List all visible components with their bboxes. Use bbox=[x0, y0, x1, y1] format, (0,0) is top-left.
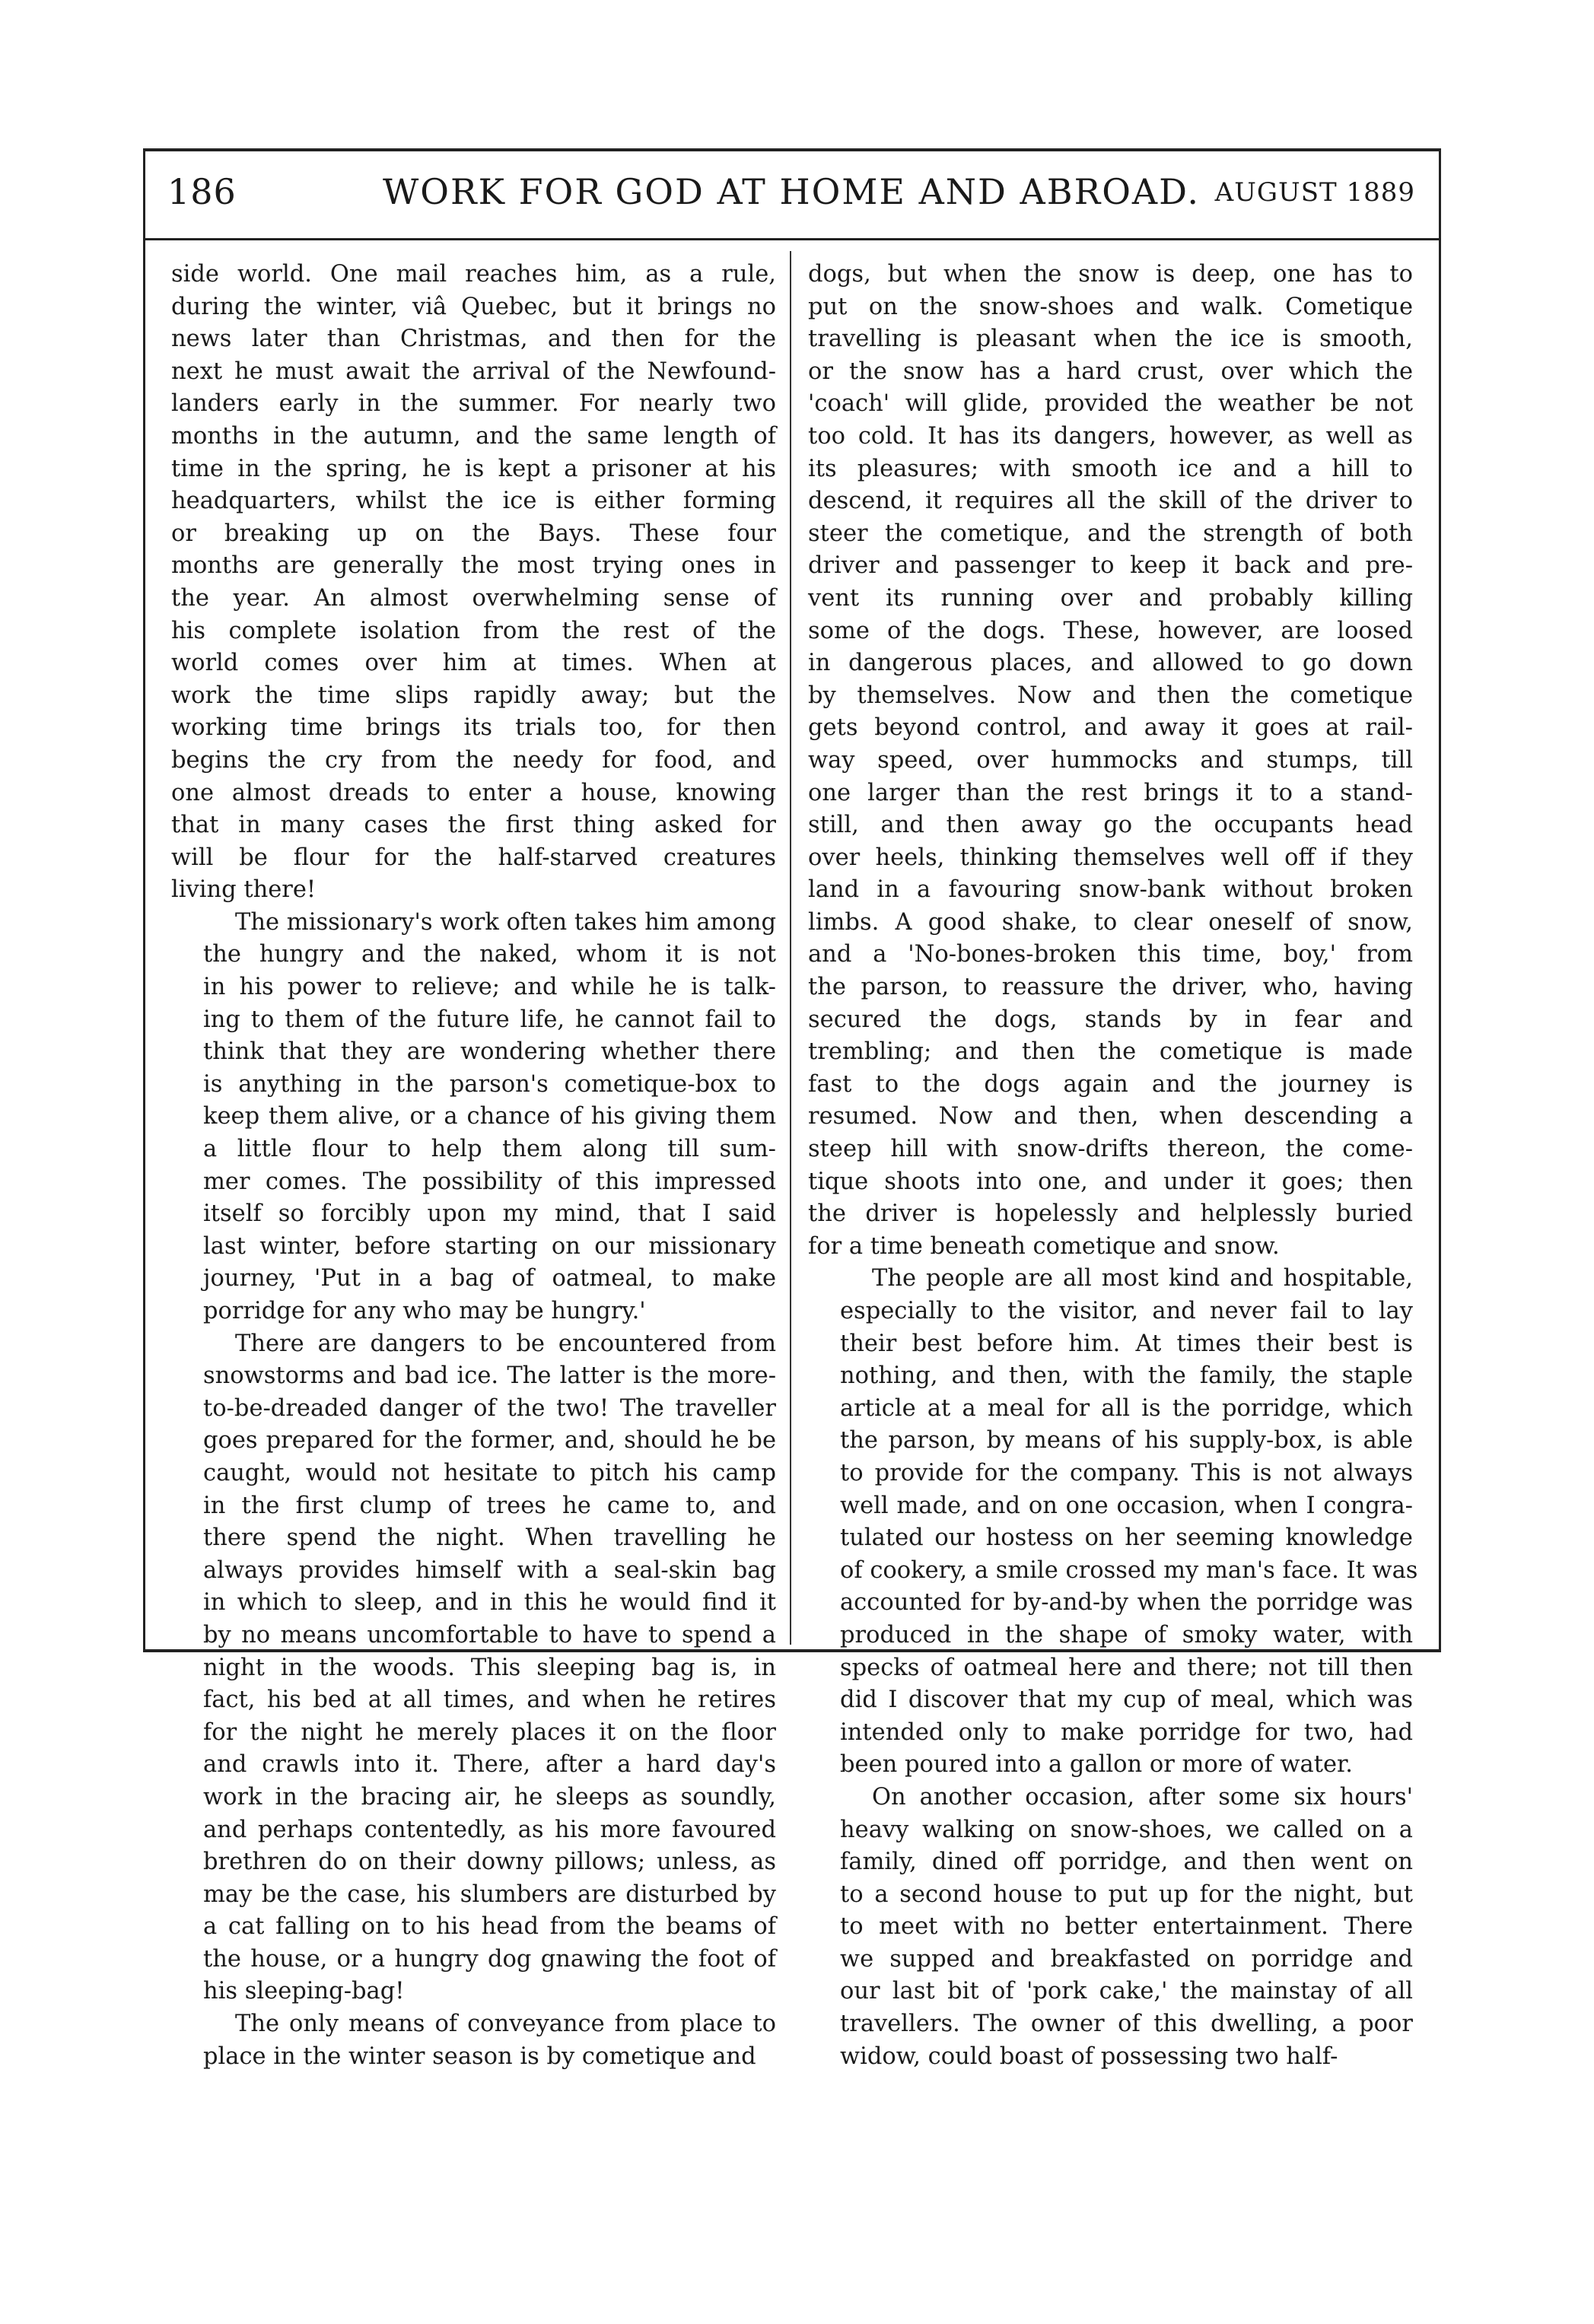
text-line: the driver is hopelessly and helplessly buried bbox=[808, 1200, 1413, 1228]
text-line: next he must await the arrival of the Newfound- bbox=[171, 358, 776, 385]
text-line: still, and then away go the occupants head bbox=[808, 812, 1413, 839]
text-line: the year. An almost overwhelming sense of bbox=[171, 584, 776, 612]
text-line: way speed, over hummocks and stumps, till bbox=[808, 746, 1413, 774]
text-line: will be flour for the half-starved creatures bbox=[171, 844, 776, 871]
text-line: brethren do on their downy pillows; unless, as bbox=[203, 1849, 776, 1876]
text-line: to meet with no better entertainment. There bbox=[840, 1913, 1413, 1941]
text-line: specks of oatmeal here and there; not till then bbox=[840, 1654, 1413, 1681]
text-line: The missionary's work often takes him among bbox=[235, 908, 776, 936]
running-title: WORK FOR GOD AT HOME AND ABROAD. bbox=[382, 171, 1201, 212]
text-line: in his power to relieve; and while he is talk- bbox=[203, 974, 776, 1001]
bottom-border-rule bbox=[143, 1649, 1441, 1652]
text-line: the house, or a hungry dog gnawing the foot of bbox=[203, 1945, 776, 1973]
text-line: a cat falling on to his head from the beams of bbox=[203, 1913, 776, 1941]
paragraph bbox=[808, 259, 1413, 1263]
text-line: especially to the visitor, and never fail to lay bbox=[840, 1298, 1413, 1324]
text-line: intended only to make porridge for two, had bbox=[840, 1718, 1413, 1746]
text-line: steep hill with snow-drifts thereon, the come- bbox=[808, 1136, 1413, 1163]
text-line: work in the bracing air, he sleeps as soundly, bbox=[203, 1783, 776, 1811]
header-rule bbox=[143, 238, 1441, 240]
paragraph bbox=[808, 1782, 1413, 2073]
text-line: mer comes. The possibility of this impressed bbox=[203, 1168, 776, 1195]
text-line: nothing, and then, with the family, the staple bbox=[840, 1362, 1413, 1390]
text-line: begins the cry from the needy for food, and bbox=[171, 746, 776, 774]
text-line: his complete isolation from the rest of the bbox=[171, 617, 776, 644]
text-line: ing to them of the future life, he cannot fail to bbox=[203, 1006, 776, 1033]
issue-date: AUGUST 1889 bbox=[1214, 177, 1415, 208]
text-line: porridge for any who may be hungry.' bbox=[203, 1298, 646, 1324]
text-line: secured the dogs, stands by in fear and bbox=[808, 1006, 1413, 1033]
text-line: 'coach' will glide, provided the weather be not bbox=[808, 390, 1413, 418]
text-line: or breaking up on the Bays. These four bbox=[171, 520, 776, 547]
text-line: heavy walking on snow-shoes, we called on a bbox=[840, 1816, 1413, 1843]
text-line: place in the winter season is by cometique and bbox=[203, 2043, 756, 2070]
text-line: too cold. It has its dangers, however, as well as bbox=[808, 422, 1413, 450]
text-line: did I discover that my cup of meal, which was bbox=[840, 1687, 1413, 1714]
text-line: our last bit of 'pork cake,' the mainstay of all bbox=[840, 1978, 1413, 2005]
text-line: a little flour to help them along till sum- bbox=[203, 1136, 776, 1163]
text-line: The people are all most kind and hospitable, bbox=[872, 1265, 1413, 1292]
text-line: always provides himself with a seal-skin bag bbox=[203, 1556, 776, 1584]
text-line: article at a meal for all is the porridge, which bbox=[840, 1394, 1413, 1422]
right-column bbox=[808, 259, 1418, 2070]
paragraph bbox=[808, 1263, 1418, 1782]
text-line: to a second house to put up for the night, but bbox=[840, 1881, 1413, 1908]
text-line: journey, 'Put in a bag of oatmeal, to make bbox=[203, 1265, 776, 1292]
text-line: the parson, to reassure the driver, who, having bbox=[808, 974, 1413, 1001]
text-line: of cookery, a smile crossed my man's face. It was bbox=[840, 1556, 1418, 1584]
text-line: his sleeping-bag! bbox=[203, 1978, 405, 2005]
text-line: fact, his bed at all times, and when he retires bbox=[203, 1687, 776, 1714]
text-line: news later than Christmas, and then for the bbox=[171, 326, 776, 353]
text-line: dogs, but when the snow is deep, one has to bbox=[808, 261, 1413, 288]
text-line: in which to sleep, and in this he would find it bbox=[203, 1589, 776, 1617]
text-line: night in the woods. This sleeping bag is, in bbox=[203, 1654, 776, 1681]
text-line: in dangerous places, and allowed to go down bbox=[808, 650, 1413, 677]
text-line: accounted for by-and-by when the porridge was bbox=[840, 1589, 1413, 1617]
paragraph bbox=[171, 259, 776, 907]
text-line: months are generally the most trying ones in bbox=[171, 552, 776, 580]
page-number: 186 bbox=[167, 171, 237, 212]
text-line: the parson, by means of his supply-box, is able bbox=[840, 1427, 1413, 1454]
text-line: descend, it requires all the skill of the driver to bbox=[808, 488, 1413, 515]
text-line: in the first clump of trees he came to, and bbox=[203, 1492, 776, 1519]
text-line: itself so forcibly upon my mind, that I said bbox=[203, 1200, 776, 1228]
text-line: is anything in the parson's cometique-box to bbox=[203, 1070, 776, 1098]
text-line: family, dined off porridge, and then went on bbox=[840, 1849, 1413, 1876]
paragraph bbox=[171, 2008, 776, 2073]
text-line: travelling is pleasant when the ice is smooth, bbox=[808, 326, 1413, 353]
paragraph bbox=[171, 1328, 776, 2008]
text-line: There are dangers to be encountered from bbox=[235, 1330, 776, 1357]
text-line: and crawls into it. There, after a hard day's bbox=[203, 1751, 776, 1779]
text-line: months in the autumn, and the same length of bbox=[171, 422, 776, 450]
text-line: tulated our hostess on her seeming knowledge bbox=[840, 1524, 1413, 1552]
text-line: to-be-dreaded danger of the two! The traveller bbox=[203, 1394, 776, 1422]
text-line: steer the cometique, and the strength of both bbox=[808, 520, 1413, 547]
text-line: to provide for the company. This is not always bbox=[840, 1459, 1413, 1486]
text-line: or the snow has a hard crust, over which the bbox=[808, 358, 1413, 385]
text-line: their best before him. At times their best is bbox=[840, 1330, 1413, 1357]
text-line: vent its running over and probably killing bbox=[808, 584, 1413, 612]
text-line: tique shoots into one, and under it goes; then bbox=[808, 1168, 1413, 1195]
text-line: put on the snow-shoes and walk. Cometique bbox=[808, 293, 1413, 320]
text-line: the hungry and the naked, whom it is not bbox=[203, 941, 776, 968]
text-line: one almost dreads to enter a house, knowing bbox=[171, 779, 776, 806]
text-line: one larger than the rest brings it to a stand- bbox=[808, 779, 1413, 806]
text-line: limbs. A good shake, to clear oneself of snow, bbox=[808, 908, 1413, 936]
text-line: by no means uncomfortable to have to spend a bbox=[203, 1621, 776, 1648]
text-line: well made, and on one occasion, when I congra- bbox=[840, 1492, 1413, 1519]
text-line: we supped and breakfasted on porridge and bbox=[840, 1945, 1413, 1973]
text-line: resumed. Now and then, when descending a bbox=[808, 1103, 1413, 1130]
text-line: that in many cases the first thing asked for bbox=[171, 812, 776, 839]
text-line: over heels, thinking themselves well off if they bbox=[808, 844, 1413, 871]
text-line: side world. One mail reaches him, as a rule, bbox=[171, 261, 776, 288]
text-line: driver and passenger to keep it back and pre- bbox=[808, 552, 1413, 580]
text-line: by themselves. Now and then the cometique bbox=[808, 682, 1413, 709]
text-line: and a 'No-bones-broken this time, boy,' from bbox=[808, 941, 1413, 968]
text-line: may be the case, his slumbers are disturbed by bbox=[203, 1881, 776, 1908]
text-line: for the night he merely places it on the floor bbox=[203, 1718, 776, 1746]
text-line: time in the spring, he is kept a prisoner at his bbox=[171, 455, 776, 482]
text-line: travellers. The owner of this dwelling, a poor bbox=[840, 2011, 1413, 2038]
text-line: been poured into a gallon or more of water. bbox=[840, 1751, 1353, 1779]
running-header bbox=[167, 171, 1415, 226]
text-line: living there! bbox=[171, 876, 317, 904]
text-line: keep them alive, or a chance of his giving them bbox=[203, 1103, 776, 1130]
left-column bbox=[171, 259, 776, 2070]
text-line: fast to the dogs again and the journey is bbox=[808, 1070, 1413, 1098]
text-line: widow, could boast of possessing two half- bbox=[840, 2043, 1338, 2070]
text-line: last winter, before starting on our missionary bbox=[203, 1232, 776, 1260]
text-line: landers early in the summer. For nearly two bbox=[171, 390, 776, 418]
text-line: caught, would not hesitate to pitch his camp bbox=[203, 1459, 776, 1486]
text-line: headquarters, whilst the ice is either forming bbox=[171, 488, 776, 515]
text-line: produced in the shape of smoky water, with bbox=[840, 1621, 1413, 1648]
text-line: some of the dogs. These, however, are loosed bbox=[808, 617, 1413, 644]
text-line: world comes over him at times. When at bbox=[171, 650, 776, 677]
text-line: think that they are wondering whether there bbox=[203, 1038, 776, 1066]
text-line: and perhaps contentedly, as his more favoured bbox=[203, 1816, 776, 1843]
text-line: snowstorms and bad ice. The latter is the more- bbox=[203, 1362, 776, 1390]
paragraph bbox=[171, 907, 776, 1328]
text-line: The only means of conveyance from place to bbox=[235, 2011, 776, 2038]
text-line: there spend the night. When travelling he bbox=[203, 1524, 776, 1552]
text-line: trembling; and then the cometique is made bbox=[808, 1038, 1413, 1066]
text-line: working time brings its trials too, for then bbox=[171, 714, 776, 742]
text-line: its pleasures; with smooth ice and a hill to bbox=[808, 455, 1413, 482]
text-line: for a time beneath cometique and snow. bbox=[808, 1232, 1280, 1260]
text-line: land in a favouring snow-bank without broken bbox=[808, 876, 1413, 904]
column-divider bbox=[790, 251, 791, 1645]
text-line: gets beyond control, and away it goes at rail- bbox=[808, 714, 1413, 742]
text-line: On another occasion, after some six hours' bbox=[872, 1783, 1413, 1811]
text-line: work the time slips rapidly away; but the bbox=[171, 682, 776, 709]
text-line: goes prepared for the former, and, should he be bbox=[203, 1427, 776, 1454]
text-line: during the winter, viâ Quebec, but it brings no bbox=[171, 293, 776, 320]
